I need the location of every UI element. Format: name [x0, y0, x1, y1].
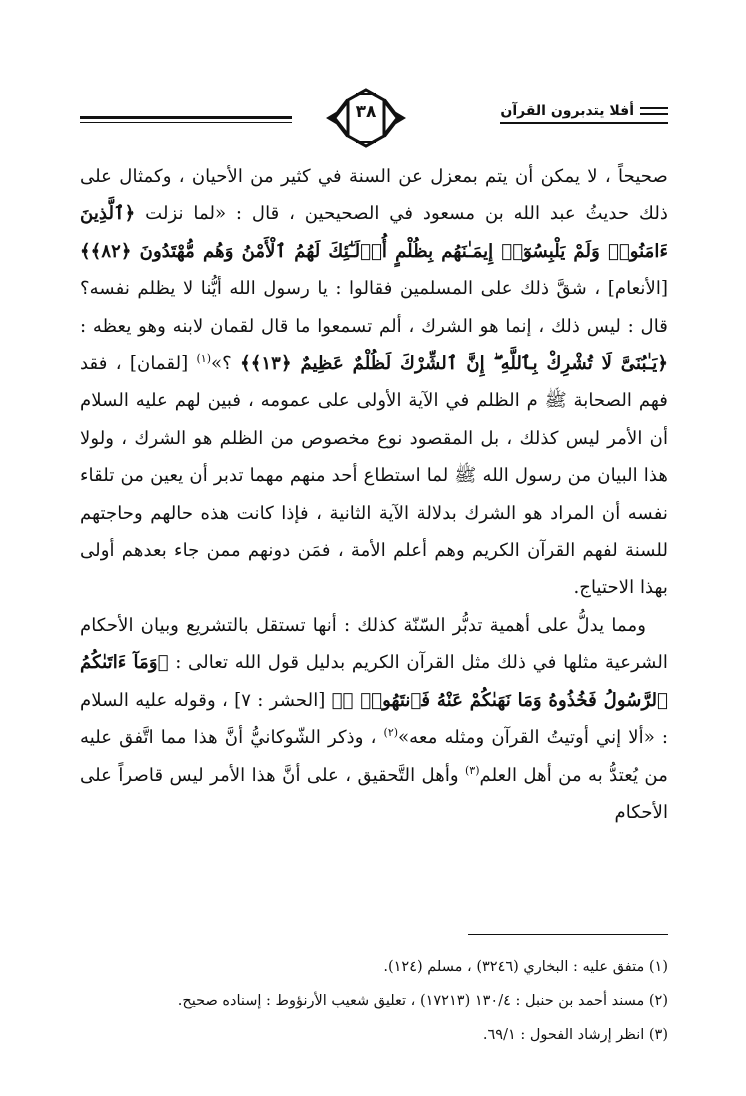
main-text	[80, 158, 668, 831]
footnote-2: (٢) مسند أحمد بن حنبل : ١٣٠/٤ (١٧٢١٣) ، تعليق شعيب الأرنؤوط : إسناده صحيح.	[177, 993, 668, 1009]
quran-verse-hashr: ﴿وَمَآ ءَاتَىٰكُمُ ٱلرَّسُولُ فَخُذُوهُ وَمَا نَهَىٰكُمْ عَنْهُ فَٱنتَهُوا۟ ۚ﴾	[80, 652, 668, 711]
title-bar-decoration	[640, 107, 668, 115]
paragraph-2	[80, 607, 668, 831]
footnote-ref-3[interactable]: (٣)	[465, 763, 480, 777]
paragraph-2-text-a: ومما يدلُّ على أهمية تدبُّر السّنّة كذلك : أنها تستقل بالتشريع وبيان الأحكام الشرعية مثلها في ذلك مثل القرآن الكريم بدليل قول الله تعالى :	[80, 614, 668, 674]
running-title-text: أفلا يتدبرون القرآن	[500, 103, 634, 119]
footnote-3: (٣) انظر إرشاد الفحول : ٦٩/١.	[482, 1027, 668, 1043]
footnote-1: (١) متفق عليه : البخاري (٣٢٤٦) ، مسلم (١٢٤).	[383, 959, 668, 975]
footnote-ref-1[interactable]: (١)	[196, 351, 212, 365]
quran-verse-anam: ﴿ٱلَّذِينَ ءَامَنُوا۟ وَلَمْ يَلْبِسُوٓا۟ إِيمَـٰنَهُم بِظُلْمٍ أُو۟لَـٰٓئِكَ لَهُمُ ٱلْأَمْنُ وَهُم مُّهْتَدُونَ ﴿٨٢﴾﴾	[80, 203, 668, 262]
paragraph-1-text-d: [لقمان] ، فقد فهم الصحابة ﷺ م الظلم في الآية الأولى على عمومه ، فبين لهم عليه السلام أن الأمر ليس كذلك ، بل المقصود نوع مخصوص من الظلم هو الشرك ، ولولا هذا البيان من رسول الله ﷺ لما استطاع أحد منهم مهما تدبر أن يعين من تلقاء نفسه أن المراد هو الشرك بدلالة الآية الثانية ، فإذا كانت هذه حالهم وحاجتهم للسنة لفهم القرآن الكريم وهم أعلم الأمة ، فمَن دونهم ممن جاء بعدهم أولى بهذا الاحتياج.	[80, 353, 668, 599]
paragraph-2-text-d: وأهل التَّحقيق ، على أنَّ هذا الأمر ليس قاصراً على الأحكام	[80, 764, 668, 823]
header-rule	[80, 116, 292, 119]
paragraph-1-text-c: ؟»	[211, 353, 241, 375]
paragraph-2-text-c: ، وذكر الشّوكانيُّ أنَّ هذا مما اتَّفق عليه من يُعتدُّ به من أهل العلم	[80, 727, 668, 786]
footnotes	[80, 950, 668, 1052]
page-number: ٣٨	[355, 102, 377, 122]
paragraph-1-text-a: صحيحاً ، لا يمكن أن يتم بمعزل عن السنة في كثير من الأحيان ، وكمثال على ذلك حديثُ عبد الله بن مسعود في الصحيحين ، قال : «لما نزلت	[80, 166, 668, 225]
running-title	[500, 100, 668, 122]
paragraph-2-text-b: [الحشر : ٧] ، وقوله عليه السلام : «ألا إني أوتيتُ القرآن ومثله معه»	[80, 689, 669, 749]
paragraph-1-text-b: [الأنعام] ، شقَّ ذلك على المسلمين فقالوا : يا رسول الله أيُّنا لا يظلم نفسه؟ قال : ليس ذلك ، إنما هو الشرك ، ألم تسمعوا ما قال لقمان لابنه وهو يعظه :	[80, 278, 668, 337]
footnote-ref-2[interactable]: (٢)	[383, 726, 399, 740]
quran-verse-luqman: ﴿يَـٰبُنَىَّ لَا تُشْرِكْ بِٱللَّهِ ۖ إِنَّ ٱلشِّرْكَ لَظُلْمٌ عَظِيمٌ ﴿١٣﴾﴾	[240, 353, 668, 375]
title-underline	[500, 122, 668, 124]
footnote-separator	[468, 934, 668, 935]
page-header	[80, 86, 668, 150]
paragraph-1	[80, 158, 668, 607]
